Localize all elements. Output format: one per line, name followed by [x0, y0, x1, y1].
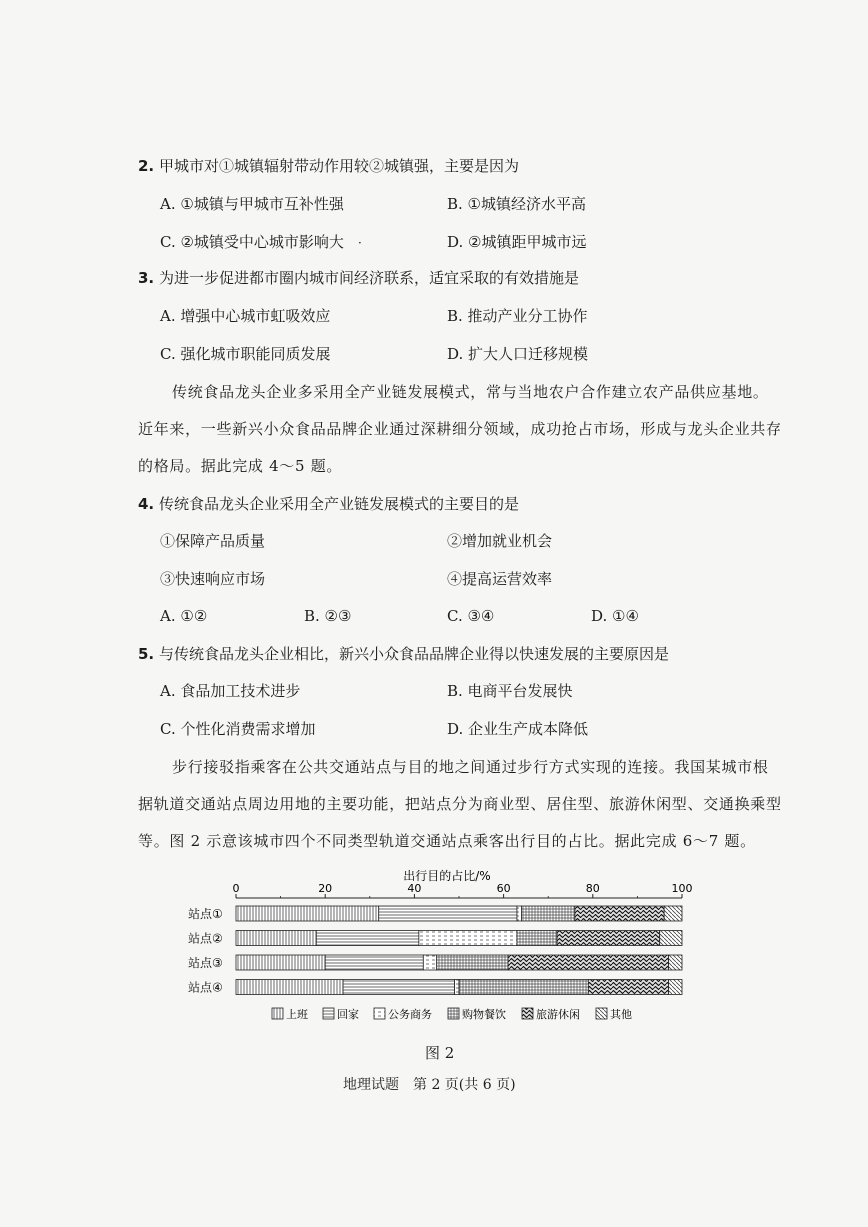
legend-swatch	[596, 1008, 607, 1019]
passage1-line1: 传统食品龙头企业多采用全产业链发展模式，常与当地农户合作建立农产品供应基地。	[172, 383, 769, 401]
legend-label: 其他	[610, 1008, 632, 1021]
bars	[236, 906, 682, 995]
q3-option-b: B. 推动产业分工协作	[447, 307, 588, 325]
passage2-line2: 据轨道交通站点周边用地的主要功能，把站点分为商业型、居住型、旅游休闲型、交通换乘型	[138, 795, 782, 813]
category-label: 站点①	[188, 907, 223, 921]
bar-segment	[379, 906, 517, 921]
q4-number: 4.	[138, 495, 155, 513]
bar-segment	[236, 955, 325, 970]
q2-option-d: D. ②城镇距甲城市远	[447, 233, 587, 251]
q3-text: 为进一步促进都市圈内城市间经济联系，适宜采取的有效措施是	[159, 269, 580, 287]
legend-swatch	[323, 1008, 334, 1019]
legend-label: 上班	[286, 1008, 308, 1021]
bar-segment	[517, 906, 521, 921]
q5-option-c: C. 个性化消费需求增加	[160, 720, 316, 738]
legend-label: 购物餐饮	[462, 1008, 506, 1021]
legend-label: 公务商务	[388, 1008, 432, 1021]
q5-option-d: D. 企业生产成本降低	[447, 720, 589, 738]
legend-swatch	[448, 1008, 459, 1019]
q3-number: 3.	[138, 269, 155, 287]
category-label: 站点②	[188, 931, 223, 946]
bar-segment	[236, 980, 343, 995]
trip-purpose-chart	[180, 866, 710, 1036]
q2-option-c: C. ②城镇受中心城市影响大	[160, 233, 344, 251]
bar-segment	[423, 955, 436, 970]
page-footer: 地理试题 第 2 页(共 6 页)	[343, 1077, 516, 1093]
passage1-line3: 的格局。据此完成 4～5 题。	[138, 457, 343, 475]
q2-number: 2.	[138, 157, 155, 175]
bar-segment	[343, 980, 455, 995]
q5-number: 5.	[138, 645, 155, 663]
q3-option-d: D. 扩大人口迁移规模	[447, 345, 589, 363]
q4-item-4: ④提高运营效率	[447, 570, 553, 588]
x-axis	[233, 882, 693, 898]
bar-segment	[419, 931, 517, 946]
bar-segment	[508, 955, 669, 970]
category-label: 站点④	[188, 980, 223, 995]
category-label: 站点③	[188, 956, 223, 970]
q4-item-1: ①保障产品质量	[160, 532, 266, 550]
x-tick-label: 80	[585, 882, 600, 895]
bar-segment	[316, 931, 419, 946]
stray-mark: ·	[358, 236, 362, 250]
x-tick-label: 20	[318, 882, 333, 895]
x-tick-label: 0	[232, 882, 240, 895]
q3-option-c: C. 强化城市职能同质发展	[160, 345, 331, 363]
q2-text: 甲城市对①城镇辐射带动作用较②城镇强，主要是因为	[159, 157, 520, 175]
legend-swatch	[272, 1008, 283, 1019]
q4-option-d: D. ①④	[591, 607, 639, 625]
q4-text: 传统食品龙头企业采用全产业链发展模式的主要目的是	[159, 495, 520, 513]
legend	[272, 1007, 632, 1021]
bar-segment	[669, 980, 682, 995]
q3-option-a: A. 增强中心城市虹吸效应	[160, 307, 331, 325]
bar-segment	[459, 980, 588, 995]
q2-option-b: B. ①城镇经济水平高	[447, 195, 587, 213]
bar-segment	[455, 980, 459, 995]
bar-segment	[557, 931, 660, 946]
q4-item-3: ③快速响应市场	[160, 570, 266, 588]
bar-segment	[325, 955, 423, 970]
bar-segment	[660, 931, 682, 946]
passage1-line2: 近年来，一些新兴小众食品品牌企业通过深耕细分领域，成功抢占市场，形成与龙头企业共存	[138, 420, 782, 438]
bar-segment	[664, 906, 682, 921]
x-tick-label: 60	[496, 882, 511, 895]
bar-segment	[575, 906, 664, 921]
legend-swatch	[522, 1008, 533, 1019]
passage2-line1: 步行接驳指乘客在公共交通站点与目的地之间通过步行方式实现的连接。我国某城市根	[172, 758, 769, 776]
q5-option-b: B. 电商平台发展快	[447, 682, 573, 700]
bar-segment	[236, 931, 316, 946]
legend-label: 回家	[337, 1008, 359, 1021]
q5-text: 与传统食品龙头企业相比，新兴小众食品品牌企业得以快速发展的主要原因是	[159, 645, 670, 663]
legend-swatch	[374, 1008, 385, 1019]
q4-option-b: B. ②③	[304, 607, 352, 625]
category-labels	[188, 906, 223, 995]
q2-option-a: A. ①城镇与甲城市互补性强	[160, 195, 344, 213]
figure-caption: 图 2	[425, 1044, 455, 1062]
q4-item-2: ②增加就业机会	[447, 532, 553, 550]
passage2-line3: 等。图 2 示意该城市四个不同类型轨道交通站点乘客出行目的占比。据此完成 6～7 题。	[138, 832, 756, 850]
legend-label: 旅游休闲	[536, 1008, 580, 1021]
bar-segment	[517, 931, 557, 946]
bar-segment	[669, 955, 682, 970]
q4-option-c: C. ③④	[447, 607, 495, 625]
bar-segment	[588, 980, 668, 995]
bar-segment	[521, 906, 575, 921]
bar-segment	[437, 955, 508, 970]
chart-title: 出行目的占比/%	[403, 869, 491, 883]
q5-option-a: A. 食品加工技术进步	[160, 682, 301, 700]
x-tick-label: 40	[407, 882, 422, 895]
q4-option-a: A. ①②	[160, 607, 208, 625]
bar-segment	[236, 906, 379, 921]
x-tick-label: 100	[671, 882, 693, 895]
